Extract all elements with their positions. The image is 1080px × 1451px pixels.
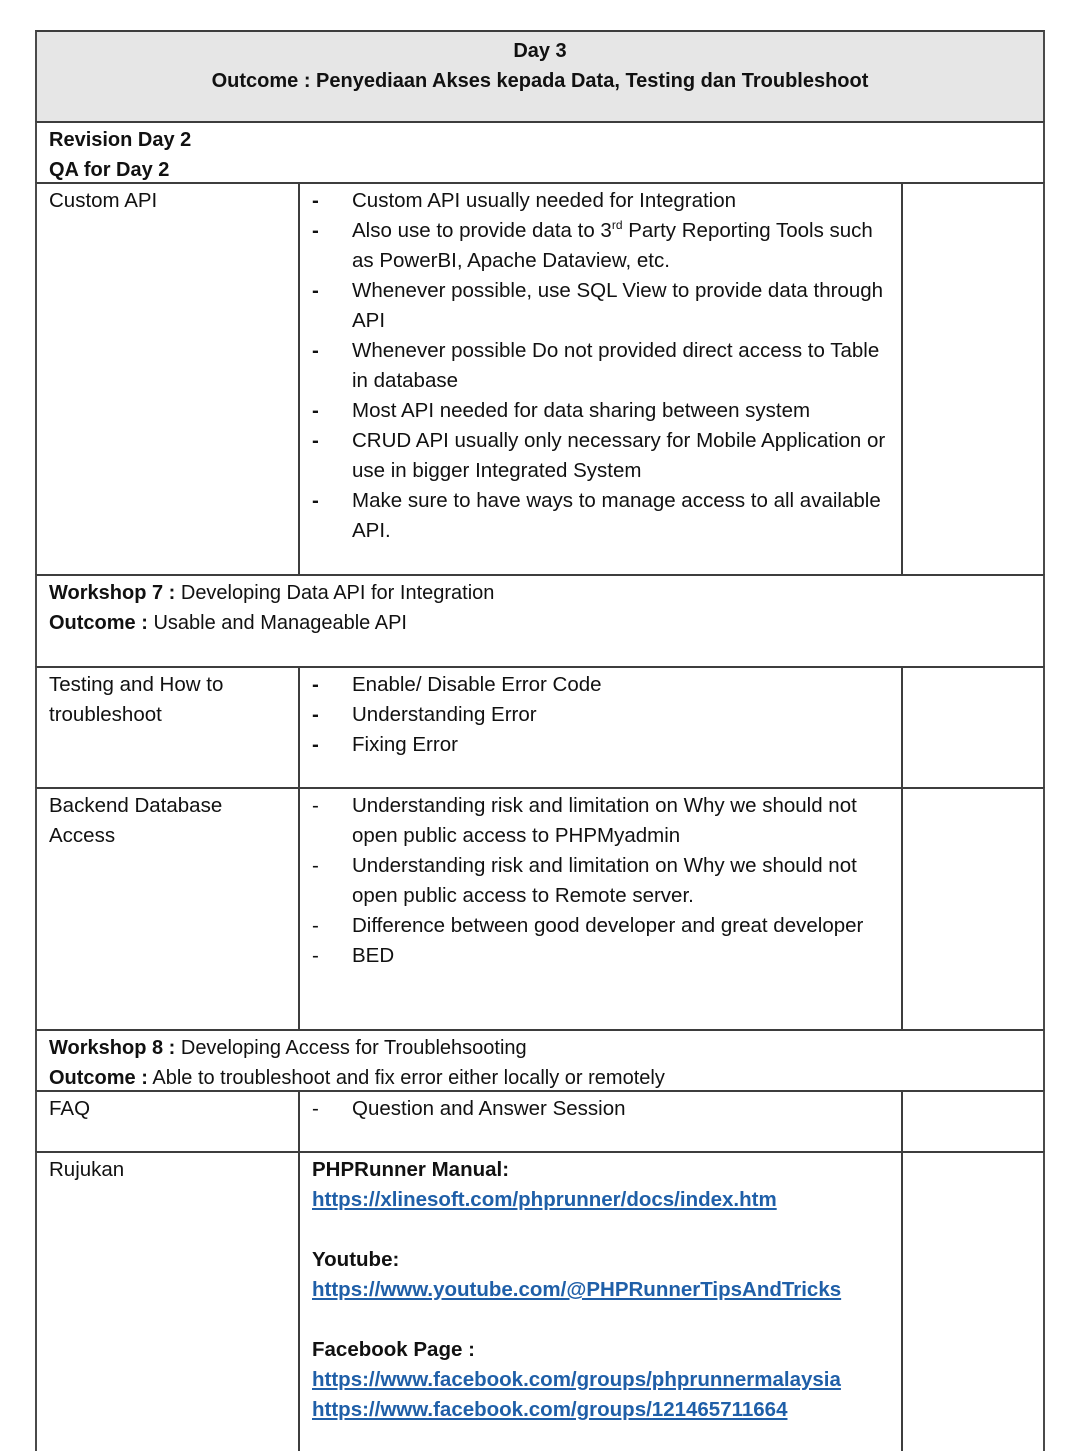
facebook-link[interactable]: https://www.facebook.com/groups/121465711664 bbox=[312, 1398, 788, 1421]
list-item: - Whenever possible, use SQL View to provide data through API bbox=[310, 276, 889, 336]
day-title: Day 3 bbox=[513, 40, 567, 62]
notes-cell bbox=[903, 1153, 1043, 1451]
workshop-label: Workshop 7 : bbox=[49, 582, 176, 604]
manual-link[interactable]: https://xlinesoft.com/phprunner/docs/index.htm bbox=[312, 1188, 777, 1211]
list-item: - BED bbox=[310, 941, 889, 971]
workshop-title: Developing Data API for Integration bbox=[175, 582, 495, 604]
outcome-label: Outcome : bbox=[49, 612, 148, 634]
list-item: - Whenever possible Do not provided direct access to Table in database bbox=[310, 336, 889, 396]
references-cell bbox=[300, 1153, 903, 1451]
list-item: - Difference between good developer and great developer bbox=[310, 911, 889, 941]
workshop-7-section bbox=[35, 574, 1045, 666]
revision-section bbox=[35, 121, 1045, 182]
notes-cell bbox=[903, 789, 1043, 1029]
list-item: - Understanding risk and limitation on Why we should not open public access to PHPMyadmin bbox=[310, 791, 889, 851]
topic-cell: Backend Database Access bbox=[37, 789, 300, 1029]
list-item: - Most API needed for data sharing between system bbox=[310, 396, 889, 426]
content-cell bbox=[300, 668, 903, 787]
testing-row bbox=[35, 666, 1045, 787]
list-item: - Also use to provide data to 3rd Party Reporting Tools such as PowerBI, Apache Dataview, etc. bbox=[310, 216, 889, 276]
notes-cell bbox=[903, 1092, 1043, 1151]
list-item: - Fixing Error bbox=[310, 730, 889, 760]
workshop-title: Developing Access for Troublehsooting bbox=[175, 1037, 527, 1059]
notes-cell bbox=[903, 184, 1043, 574]
content-cell bbox=[300, 1092, 903, 1151]
list-item: - CRUD API usually only necessary for Mobile Application or use in bigger Integrated System bbox=[310, 426, 889, 486]
workshop-outcome: Able to troubleshoot and fix error either locally or remotely bbox=[147, 1067, 665, 1089]
list-item: - Question and Answer Session bbox=[310, 1094, 889, 1124]
qa-line: QA for Day 2 bbox=[49, 159, 170, 181]
topic-cell: FAQ bbox=[37, 1092, 300, 1151]
youtube-label: Youtube: bbox=[312, 1248, 400, 1271]
outcome-label: Outcome : bbox=[49, 1067, 148, 1089]
facebook-link[interactable]: https://www.facebook.com/groups/phprunnermalaysia bbox=[312, 1368, 841, 1391]
content-cell bbox=[300, 184, 903, 574]
workshop-label: Workshop 8 : bbox=[49, 1037, 176, 1059]
facebook-label: Facebook Page : bbox=[312, 1338, 475, 1361]
workshop-8-section bbox=[35, 1029, 1045, 1090]
topic-cell: Testing and How to troubleshoot bbox=[37, 668, 300, 787]
rujukan-row bbox=[35, 1151, 1045, 1451]
custom-api-row bbox=[35, 182, 1045, 574]
topic-cell: Rujukan bbox=[37, 1153, 300, 1451]
list-item: - Understanding Error bbox=[310, 700, 889, 730]
day-header bbox=[35, 30, 1045, 121]
syllabus-table bbox=[35, 30, 1045, 1451]
youtube-link[interactable]: https://www.youtube.com/@PHPRunnerTipsAndTricks bbox=[312, 1278, 842, 1301]
content-cell bbox=[300, 789, 903, 1029]
workshop-outcome: Usable and Manageable API bbox=[147, 612, 407, 634]
list-item: - Custom API usually needed for Integration bbox=[310, 186, 889, 216]
backend-row bbox=[35, 787, 1045, 1029]
list-item: - Understanding risk and limitation on Why we should not open public access to Remote server. bbox=[310, 851, 889, 911]
revision-line: Revision Day 2 bbox=[49, 129, 192, 151]
manual-label: PHPRunner Manual: bbox=[312, 1158, 510, 1181]
faq-row bbox=[35, 1090, 1045, 1151]
list-item: - Enable/ Disable Error Code bbox=[310, 670, 889, 700]
topic-cell: Custom API bbox=[37, 184, 300, 574]
notes-cell bbox=[903, 668, 1043, 787]
day-outcome: Outcome : Penyediaan Akses kepada Data, Testing dan Troubleshoot bbox=[211, 70, 869, 92]
list-item: - Make sure to have ways to manage access to all available API. bbox=[310, 486, 889, 546]
